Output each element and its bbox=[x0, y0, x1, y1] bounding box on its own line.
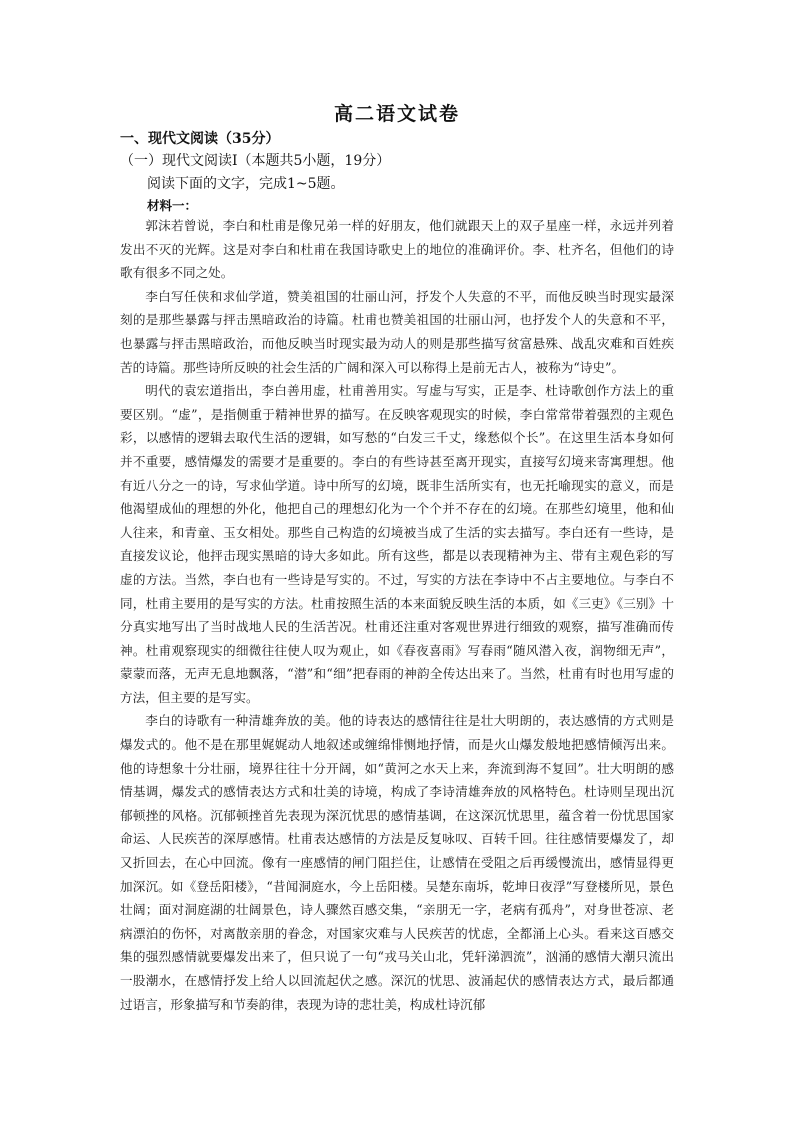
material-label: 材料一： bbox=[147, 198, 198, 213]
page-title: 高二语文试卷 bbox=[333, 103, 460, 125]
reading-instruction: 阅读下面的文字，完成1~5题。 bbox=[147, 176, 345, 192]
subsection-heading: （一）现代文阅读Ⅰ（本题共5小题，19分） bbox=[120, 153, 391, 169]
passage-paragraph: 李白写任侠和求仙学道，赞美祖国的壮丽山河，抒发个人失意的不平，而他反映当时现实最深刻的是那些暴露与抨击黑暗政治的诗篇。杜甫也赞美祖国的壮丽山河，也抒发个人的失意和不平，也暴露与抨击黑暗政治，而他反映当时现实最为动人的则是那些描写贫富悬殊、战乱灾难和百姓疾苦的诗篇。那些诗所反映的社会生活的广阔和深入可以称得上是前无古人，被称为“诗史”。 bbox=[120, 288, 674, 375]
passage-paragraph: 郭沫若曾说，李白和杜甫是像兄弟一样的好朋友，他们就跟天上的双子星座一样，永远并列着发出不灭的光辉。这是对李白和杜甫在我国诗歌史上的地位的准确评价。李、杜齐名，但他们的诗歌有很多不同之处。 bbox=[120, 218, 674, 281]
passage-body bbox=[120, 214, 674, 1016]
passage-paragraph: 李白的诗歌有一种清雄奔放的美。他的诗表达的感情往往是壮大明朗的，表达感情的方式则是爆发式的。他不是在那里娓娓动人地叙述或缠绵悱恻地抒情，而是火山爆发般地把感情倾泻出来。他的诗想象十分壮丽，境界往往十分开阔，如“黄河之水天上来，奔流到海不复回”。壮大明朗的感情基调，爆发式的感情表达方式和壮美的诗境，构成了李诗清雄奔放的风格特色。杜诗则呈现出沉郁顿挫的风格。沉郁顿挫首先表现为深沉忧思的感情基调，在这深沉忧思里，蕴含着一份忧思国家命运、人民疾苦的深厚感情。杜甫表达感情的方法是反复咏叹、百转千回。往往感情要爆发了，却又折回去，在心中回流。像有一座感情的闸门阻拦住，让感情在受阻之后再缓慢流出，感情显得更加深沉。如《登岳阳楼》，“昔闻洞庭水，今上岳阳楼。吴楚东南坼，乾坤日夜浮”写登楼所见，景色壮阔；面对洞庭湖的壮阔景色，诗人骤然百感交集，“亲朋无一字，老病有孤舟”，对身世苍凉、老病漂泊的伤怀，对离散亲朋的眷念，对国家灾难与人民疾苦的忧虑，全都涌上心头。看来这百感交集的强烈感情就要爆发出来了，但只说了一句“戎马关山北，凭轩涕泗流”，汹涌的感情大潮只流出一股潮水，在感情抒发上给人以回流起伏之感。深沉的忧思、波涌起伏的感情表达方式，最后都通过语言，形象描写和节奏韵律，表现为诗的悲壮美，构成杜诗沉郁 bbox=[120, 713, 674, 1012]
section-heading: 一、现代文阅读（35分） bbox=[120, 131, 280, 147]
passage-paragraph: 明代的袁宏道指出，李白善用虚，杜甫善用实。写虚与写实，正是李、杜诗歌创作方法上的重要区别。“虚”，是指侧重于精神世界的描写。在反映客观现实的时候，李白常常带着强烈的主观色彩，以感情的逻辑去取代生活的逻辑，如写愁的“白发三千丈，缘愁似个长”。在这里生活本身如何并不重要，感情爆发的需要才是重要的。李白的有些诗甚至离开现实，直接写幻境来寄寓理想。他有近八分之一的诗，写求仙学道。诗中所写的幻境，既非生活所实有，也无托喻现实的意义，而是他渴望成仙的理想的外化，他把自己的理想幻化为一个个并不存在的幻境。在那些幻境里，他和仙人往来，和青童、玉女相处。那些自己构造的幻境被当成了生活的实去描写。李白还有一些诗，是直接发议论，他抨击现实黑暗的诗大多如此。所有这些，都是以表现精神为主、带有主观色彩的写虚的方法。当然，李白也有一些诗是写实的。不过，写实的方法在李诗中不占主要地位。与李白不同，杜甫主要用的是写实的方法。杜甫按照生活的本来面貌反映生活的本质，如《三吏》《三别》十分真实地写出了当时战地人民的生活苦况。杜甫还注重对客观世界进行细致的观察，描写准确而传神。杜甫观察现实的细微往往使人叹为观止，如《春夜喜雨》写春雨“随风潜入夜，润物细无声”，蒙蒙而落，无声无息地飘落，“潜”和“细”把春雨的神韵全传达出来了。当然，杜甫有时也用写虚的方法，但主要的是写实。 bbox=[120, 383, 674, 705]
